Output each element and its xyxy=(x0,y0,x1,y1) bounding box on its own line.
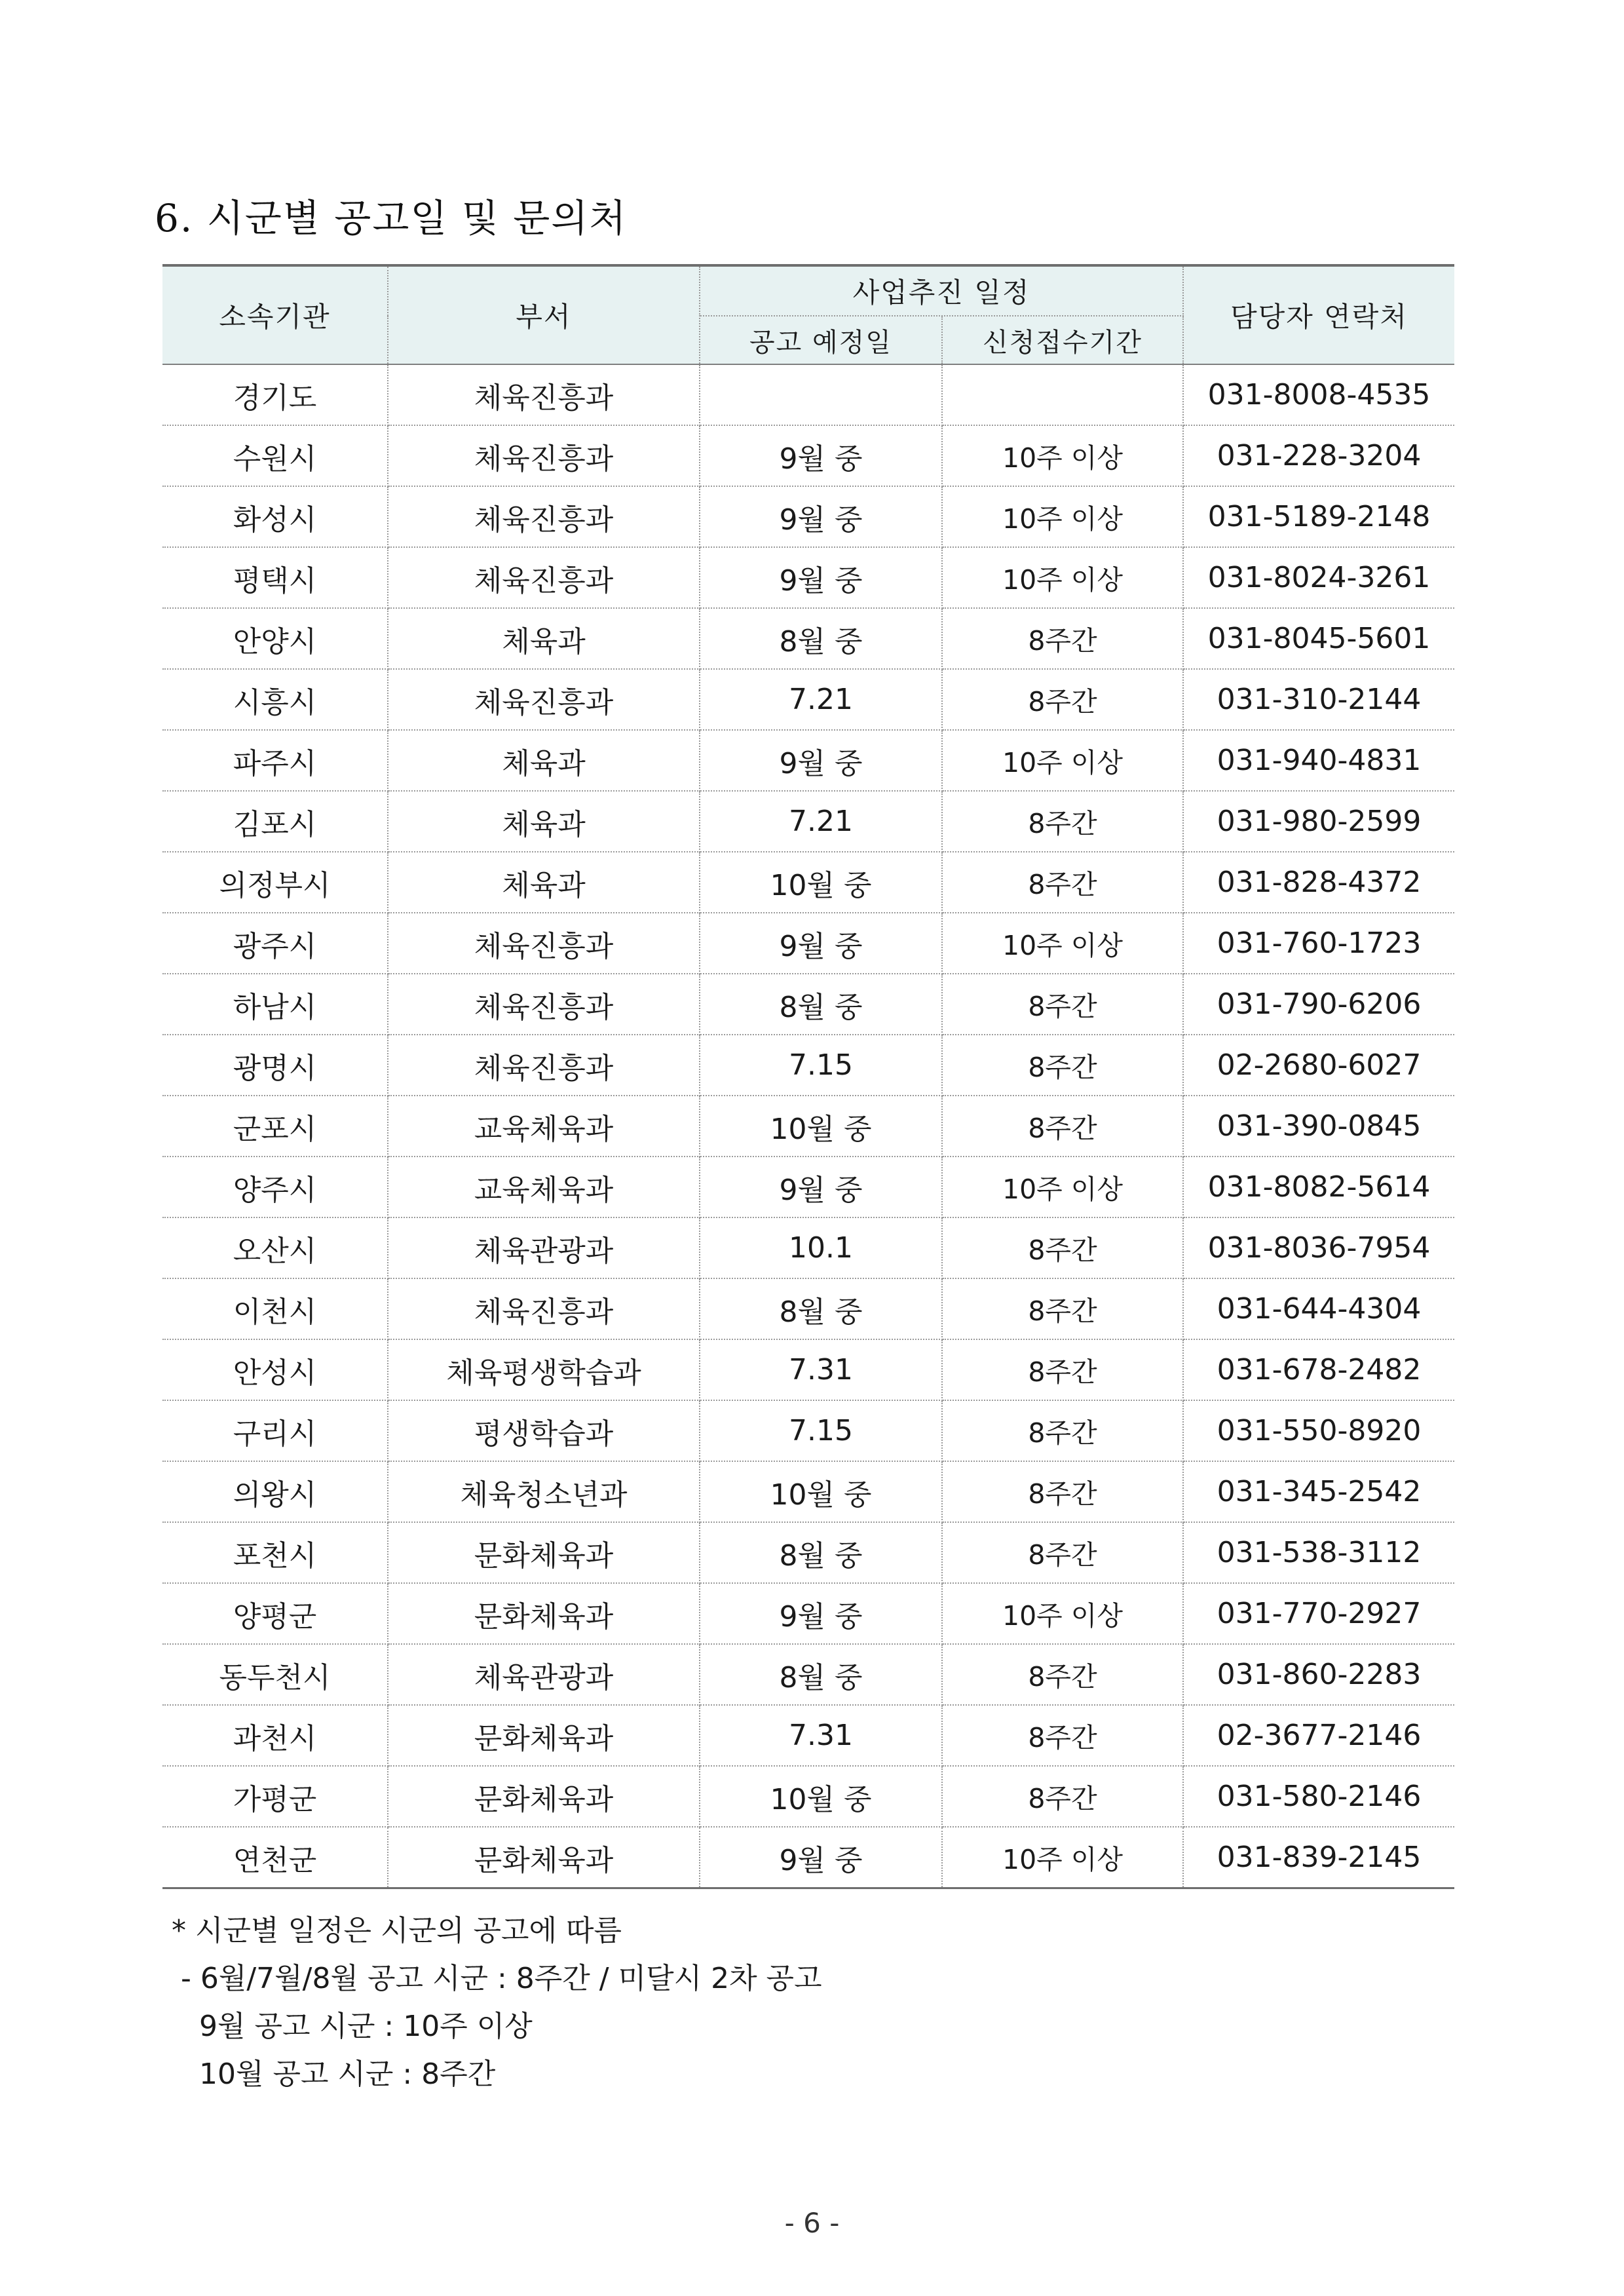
header-application-period: 신청접수기간 xyxy=(942,316,1183,364)
cell-announce-date: 8월 중 xyxy=(700,608,942,669)
cell-application-period: 8주간 xyxy=(942,1217,1183,1278)
header-agency: 소속기관 xyxy=(162,265,388,364)
page-number: - 6 - xyxy=(784,2207,840,2239)
cell-agency: 화성시 xyxy=(162,486,388,547)
cell-agency: 오산시 xyxy=(162,1217,388,1278)
table-row xyxy=(162,486,1454,547)
table-row xyxy=(162,1339,1454,1400)
cell-contact: 031-310-2144 xyxy=(1183,669,1454,730)
cell-contact: 031-678-2482 xyxy=(1183,1339,1454,1400)
cell-application-period: 8주간 xyxy=(942,1278,1183,1339)
cell-announce-date: 8월 중 xyxy=(700,1278,942,1339)
table-row xyxy=(162,1766,1454,1827)
table-row xyxy=(162,1278,1454,1339)
table-row xyxy=(162,852,1454,913)
cell-announce-date: 8월 중 xyxy=(700,1644,942,1705)
cell-agency: 동두천시 xyxy=(162,1644,388,1705)
cell-announce-date: 7.15 xyxy=(700,1400,942,1461)
table-row xyxy=(162,1217,1454,1278)
cell-department: 체육진흥과 xyxy=(388,1278,700,1339)
cell-agency: 연천군 xyxy=(162,1827,388,1888)
cell-department: 체육진흥과 xyxy=(388,974,700,1035)
cell-department: 문화체육과 xyxy=(388,1766,700,1827)
cell-announce-date: 7.21 xyxy=(700,669,942,730)
cell-contact: 031-390-0845 xyxy=(1183,1096,1454,1157)
footnote-line: 9월 공고 시군 : 10주 이상 xyxy=(172,2010,533,2043)
page-title: 6. 시군별 공고일 및 문의처 xyxy=(155,196,628,240)
cell-announce-date xyxy=(700,364,942,425)
cell-application-period: 8주간 xyxy=(942,1705,1183,1766)
cell-contact: 031-580-2146 xyxy=(1183,1766,1454,1827)
cell-department: 체육과 xyxy=(388,608,700,669)
cell-agency: 구리시 xyxy=(162,1400,388,1461)
cell-contact: 031-345-2542 xyxy=(1183,1461,1454,1522)
cell-announce-date: 9월 중 xyxy=(700,425,942,486)
cell-announce-date: 9월 중 xyxy=(700,1583,942,1644)
table-row xyxy=(162,425,1454,486)
table-row xyxy=(162,1157,1454,1217)
table-row xyxy=(162,1461,1454,1522)
table-row xyxy=(162,1705,1454,1766)
cell-announce-date: 9월 중 xyxy=(700,486,942,547)
table-row xyxy=(162,1827,1454,1888)
cell-announce-date: 9월 중 xyxy=(700,913,942,974)
footnote-line: * 시군별 일정은 시군의 공고에 따름 xyxy=(172,1914,622,1947)
cell-department: 체육관광과 xyxy=(388,1217,700,1278)
footnotes xyxy=(172,1907,822,2098)
cell-application-period: 8주간 xyxy=(942,1339,1183,1400)
cell-contact: 031-940-4831 xyxy=(1183,730,1454,791)
cell-application-period: 8주간 xyxy=(942,1035,1183,1096)
cell-department: 체육진흥과 xyxy=(388,1035,700,1096)
table-row xyxy=(162,608,1454,669)
cell-contact: 031-228-3204 xyxy=(1183,425,1454,486)
cell-department: 체육진흥과 xyxy=(388,425,700,486)
table-row xyxy=(162,1644,1454,1705)
cell-agency: 시흥시 xyxy=(162,669,388,730)
cell-application-period: 8주간 xyxy=(942,1522,1183,1583)
cell-department: 체육진흥과 xyxy=(388,669,700,730)
cell-department: 체육진흥과 xyxy=(388,486,700,547)
cell-application-period: 10주 이상 xyxy=(942,1157,1183,1217)
cell-application-period: 10주 이상 xyxy=(942,547,1183,608)
cell-agency: 광주시 xyxy=(162,913,388,974)
cell-agency: 과천시 xyxy=(162,1705,388,1766)
cell-announce-date: 9월 중 xyxy=(700,1827,942,1888)
cell-department: 문화체육과 xyxy=(388,1705,700,1766)
cell-application-period: 8주간 xyxy=(942,608,1183,669)
cell-agency: 가평군 xyxy=(162,1766,388,1827)
table-row xyxy=(162,364,1454,425)
cell-announce-date: 9월 중 xyxy=(700,730,942,791)
cell-contact: 031-8082-5614 xyxy=(1183,1157,1454,1217)
cell-department: 체육청소년과 xyxy=(388,1461,700,1522)
table-row xyxy=(162,791,1454,852)
table-body xyxy=(162,364,1454,1888)
cell-department: 체육과 xyxy=(388,852,700,913)
cell-contact: 031-770-2927 xyxy=(1183,1583,1454,1644)
cell-department: 문화체육과 xyxy=(388,1583,700,1644)
table-row xyxy=(162,730,1454,791)
cell-application-period: 8주간 xyxy=(942,1400,1183,1461)
cell-contact: 031-8024-3261 xyxy=(1183,547,1454,608)
table-row xyxy=(162,1583,1454,1644)
header-schedule: 사업추진 일정 xyxy=(700,265,1183,316)
cell-application-period: 10주 이상 xyxy=(942,913,1183,974)
header-department: 부서 xyxy=(388,265,700,364)
cell-application-period: 8주간 xyxy=(942,791,1183,852)
cell-application-period: 10주 이상 xyxy=(942,1583,1183,1644)
cell-announce-date: 9월 중 xyxy=(700,547,942,608)
cell-contact: 031-8036-7954 xyxy=(1183,1217,1454,1278)
cell-announce-date: 10월 중 xyxy=(700,852,942,913)
header-announce-date: 공고 예정일 xyxy=(700,316,942,364)
cell-application-period: 8주간 xyxy=(942,1644,1183,1705)
table-row xyxy=(162,1522,1454,1583)
cell-application-period: 8주간 xyxy=(942,1096,1183,1157)
cell-announce-date: 10.1 xyxy=(700,1217,942,1278)
cell-application-period: 10주 이상 xyxy=(942,730,1183,791)
cell-contact: 031-828-4372 xyxy=(1183,852,1454,913)
cell-agency: 양평군 xyxy=(162,1583,388,1644)
cell-agency: 의왕시 xyxy=(162,1461,388,1522)
cell-department: 평생학습과 xyxy=(388,1400,700,1461)
table-row xyxy=(162,913,1454,974)
cell-department: 체육관광과 xyxy=(388,1644,700,1705)
table-row xyxy=(162,669,1454,730)
cell-agency: 평택시 xyxy=(162,547,388,608)
cell-agency: 광명시 xyxy=(162,1035,388,1096)
cell-announce-date: 7.31 xyxy=(700,1705,942,1766)
cell-agency: 수원시 xyxy=(162,425,388,486)
cell-contact: 02-2680-6027 xyxy=(1183,1035,1454,1096)
cell-agency: 이천시 xyxy=(162,1278,388,1339)
footnote-line: 10월 공고 시군 : 8주간 xyxy=(172,2057,496,2091)
cell-contact: 031-860-2283 xyxy=(1183,1644,1454,1705)
cell-agency: 안양시 xyxy=(162,608,388,669)
table-row xyxy=(162,1035,1454,1096)
cell-announce-date: 7.15 xyxy=(700,1035,942,1096)
cell-agency: 하남시 xyxy=(162,974,388,1035)
cell-contact: 031-8045-5601 xyxy=(1183,608,1454,669)
cell-announce-date: 10월 중 xyxy=(700,1096,942,1157)
cell-application-period: 8주간 xyxy=(942,852,1183,913)
cell-application-period: 8주간 xyxy=(942,669,1183,730)
cell-application-period xyxy=(942,364,1183,425)
cell-contact: 031-538-3112 xyxy=(1183,1522,1454,1583)
table-row xyxy=(162,974,1454,1035)
cell-department: 체육과 xyxy=(388,791,700,852)
cell-agency: 경기도 xyxy=(162,364,388,425)
cell-contact: 031-644-4304 xyxy=(1183,1278,1454,1339)
cell-contact: 031-790-6206 xyxy=(1183,974,1454,1035)
cell-agency: 포천시 xyxy=(162,1522,388,1583)
cell-agency: 파주시 xyxy=(162,730,388,791)
footnote-line: - 6월/7월/8월 공고 시군 : 8주간 / 미달시 2차 공고 xyxy=(172,1962,822,1995)
cell-announce-date: 8월 중 xyxy=(700,974,942,1035)
cell-department: 문화체육과 xyxy=(388,1522,700,1583)
cell-contact: 02-3677-2146 xyxy=(1183,1705,1454,1766)
cell-announce-date: 7.21 xyxy=(700,791,942,852)
cell-announce-date: 10월 중 xyxy=(700,1766,942,1827)
cell-agency: 안성시 xyxy=(162,1339,388,1400)
cell-department: 문화체육과 xyxy=(388,1827,700,1888)
cell-department: 교육체육과 xyxy=(388,1096,700,1157)
cell-department: 체육과 xyxy=(388,730,700,791)
cell-contact: 031-550-8920 xyxy=(1183,1400,1454,1461)
cell-contact: 031-839-2145 xyxy=(1183,1827,1454,1888)
cell-application-period: 10주 이상 xyxy=(942,486,1183,547)
table-row xyxy=(162,1400,1454,1461)
table-row xyxy=(162,1096,1454,1157)
cell-application-period: 8주간 xyxy=(942,1766,1183,1827)
cell-announce-date: 10월 중 xyxy=(700,1461,942,1522)
cell-contact: 031-980-2599 xyxy=(1183,791,1454,852)
header-contact: 담당자 연락처 xyxy=(1183,265,1454,364)
schedule-table xyxy=(162,264,1454,1889)
cell-application-period: 8주간 xyxy=(942,1461,1183,1522)
cell-contact: 031-8008-4535 xyxy=(1183,364,1454,425)
cell-department: 체육진흥과 xyxy=(388,364,700,425)
cell-application-period: 10주 이상 xyxy=(942,1827,1183,1888)
table-row xyxy=(162,547,1454,608)
cell-agency: 군포시 xyxy=(162,1096,388,1157)
cell-department: 체육진흥과 xyxy=(388,913,700,974)
cell-department: 체육진흥과 xyxy=(388,547,700,608)
cell-agency: 양주시 xyxy=(162,1157,388,1217)
cell-agency: 의정부시 xyxy=(162,852,388,913)
cell-announce-date: 8월 중 xyxy=(700,1522,942,1583)
cell-announce-date: 7.31 xyxy=(700,1339,942,1400)
cell-department: 교육체육과 xyxy=(388,1157,700,1217)
cell-application-period: 10주 이상 xyxy=(942,425,1183,486)
cell-application-period: 8주간 xyxy=(942,974,1183,1035)
cell-contact: 031-5189-2148 xyxy=(1183,486,1454,547)
cell-agency: 김포시 xyxy=(162,791,388,852)
cell-department: 체육평생학습과 xyxy=(388,1339,700,1400)
cell-contact: 031-760-1723 xyxy=(1183,913,1454,974)
cell-announce-date: 9월 중 xyxy=(700,1157,942,1217)
